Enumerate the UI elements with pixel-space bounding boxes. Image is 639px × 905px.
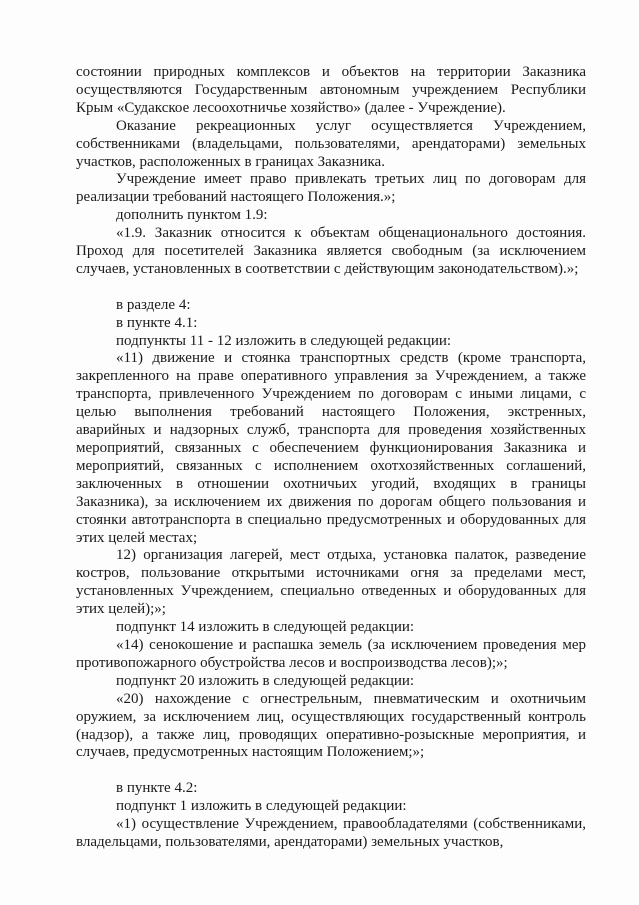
paragraph: «1.9. Заказник относится к объектам общенационального достояния. Проход для посетителей Заказника является свободным (за исключением случаев, установленных в соответствии с действующим законодательством).»; [76, 225, 586, 277]
paragraph-gap [76, 762, 586, 780]
paragraph: Учреждение имеет право привлекать третьих лиц по договорам для реализации требований настоящего Положения.»; [76, 171, 586, 206]
paragraph: в разделе 4: [116, 296, 191, 313]
paragraph: «20) нахождение с огнестрельным, пневматическим и охотничьим оружием, за исключением лиц, осуществляющих государственный контроль (надзор), а также лиц, проводящих оперативно-розыскные мероприятия, и случаев, предусмотренных настоящим Положением;»; [76, 690, 586, 761]
paragraph: подпункт 20 изложить в следующей редакции: [116, 672, 415, 689]
paragraph: «14) сенокошение и распашка земель (за исключением проведения мер противопожарного обустройства лесов и воспроизводства лесов);»; [76, 636, 586, 671]
paragraph: подпункт 14 изложить в следующей редакции: [116, 619, 415, 636]
paragraph: «1) осуществление Учреждением, правообладателями (собственниками, владельцами, пользователями, арендаторами) земельных участков, [76, 816, 586, 850]
paragraph: Оказание рекреационных услуг осуществляется Учреждением, собственниками (владельцами, пользователями, арендаторами) земельных участков, расположенных в границах Заказника. [76, 117, 586, 170]
paragraph: состоянии природных комплексов и объектов на территории Заказника осуществляются Государственным автономным учреждением Республики Крым «Судакское лесоохотничье хозяйство» (далее - Учреждение). [76, 64, 586, 116]
paragraph: подпункт 1 изложить в следующей редакции: [116, 798, 407, 815]
paragraph: в пункте 4.2: [116, 780, 198, 797]
document-body [76, 64, 586, 852]
paragraph: подпункты 11 - 12 изложить в следующей редакции: [116, 332, 452, 349]
paragraph: дополнить пунктом 1.9: [116, 207, 268, 224]
paragraph: в пункте 4.1: [116, 314, 198, 331]
paragraph: «11) движение и стоянка транспортных средств (кроме транспорта, закрепленного на праве оперативного управления за Учреждением, а также транспорта, привлеченного Учреждением по договорам с иными лицами, с целью выполнения требований настоящего Положения, экстренных, аварийных и надзорных служб, транспорта для проведения хозяйственных мероприятий, связанных с обеспечением функционирования Заказника и мероприятий, связанных с исполнением охотхозяйственных соглашений, заключенных в отношении охотничьих угодий, входящих в границы Заказника), за исключением их движения по дорогам общего пользования и стоянки автотранспорта в специально предусмотренных и оборудованных для этих целей местах; [76, 350, 586, 546]
paragraph-gap [76, 279, 586, 297]
paragraph: 12) организация лагерей, мест отдыха, установка палаток, разведение костров, пользование открытыми источниками огня за пределами мест, установленных Учреждением, специально отведенных и оборудованных для этих целей);»; [76, 547, 586, 618]
